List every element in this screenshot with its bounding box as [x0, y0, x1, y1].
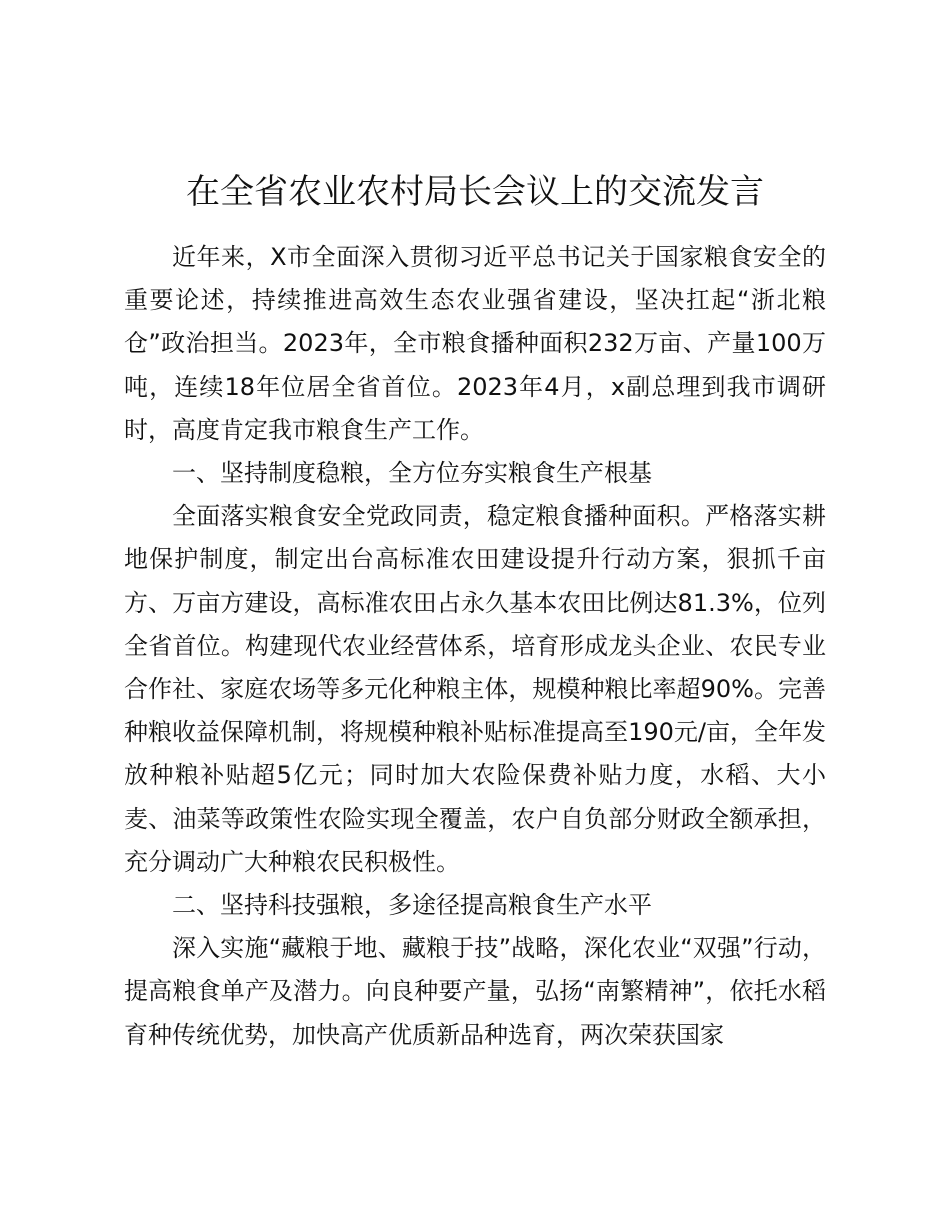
section-2-paragraph: 深入实施“藏粮于地、藏粮于技”战略，深化农业“双强”行动，提高粮食单产及潜力。向良种要产量，弘扬“南繁精神”，依托水稻育种传统优势，加快高产优质新品种选育，两次荣获国家: [124, 934, 826, 1049]
document-body: [124, 236, 826, 1057]
section-1-paragraph: 全面落实粮食安全党政同责，稳定粮食播种面积。严格落实耕地保护制度，制定出台高标准农田建设提升行动方案，狠抓千亩方、万亩方建设，高标准农田占永久基本农田比例达81.3%，位列全省首位。构建现代农业经营体系，培育形成龙头企业、农民专业合作社、家庭农场等多元化种粮主体，规模种粮比率超90%。完善种粮收益保障机制，将规模种粮补贴标准提高至190元/亩，全年发放种粮补贴超5亿元；同时加大农险保费补贴力度，水稻、大小麦、油菜等政策性农险实现全覆盖，农户自负部分财政全额承担，充分调动广大种粮农民积极性。: [124, 502, 826, 876]
section-heading-2: 二、坚持科技强粮，多途径提高粮食生产水平: [172, 891, 652, 920]
document-title: 在全省农业农村局长会议上的交流发言: [186, 172, 764, 212]
intro-paragraph: 近年来，X市全面深入贯彻习近平总书记关于国家粮食安全的重要论述，持续推进高效生态农业强省建设，坚决扛起“浙北粮仓”政治担当。2023年，全市粮食播种面积232万亩、产量100万吨，连续18年位居全省首位。2023年4月，x副总理到我市调研时，高度肯定我市粮食生产工作。: [124, 243, 826, 444]
section-heading-1: 一、坚持制度稳粮，全方位夯实粮食生产根基: [172, 459, 652, 488]
